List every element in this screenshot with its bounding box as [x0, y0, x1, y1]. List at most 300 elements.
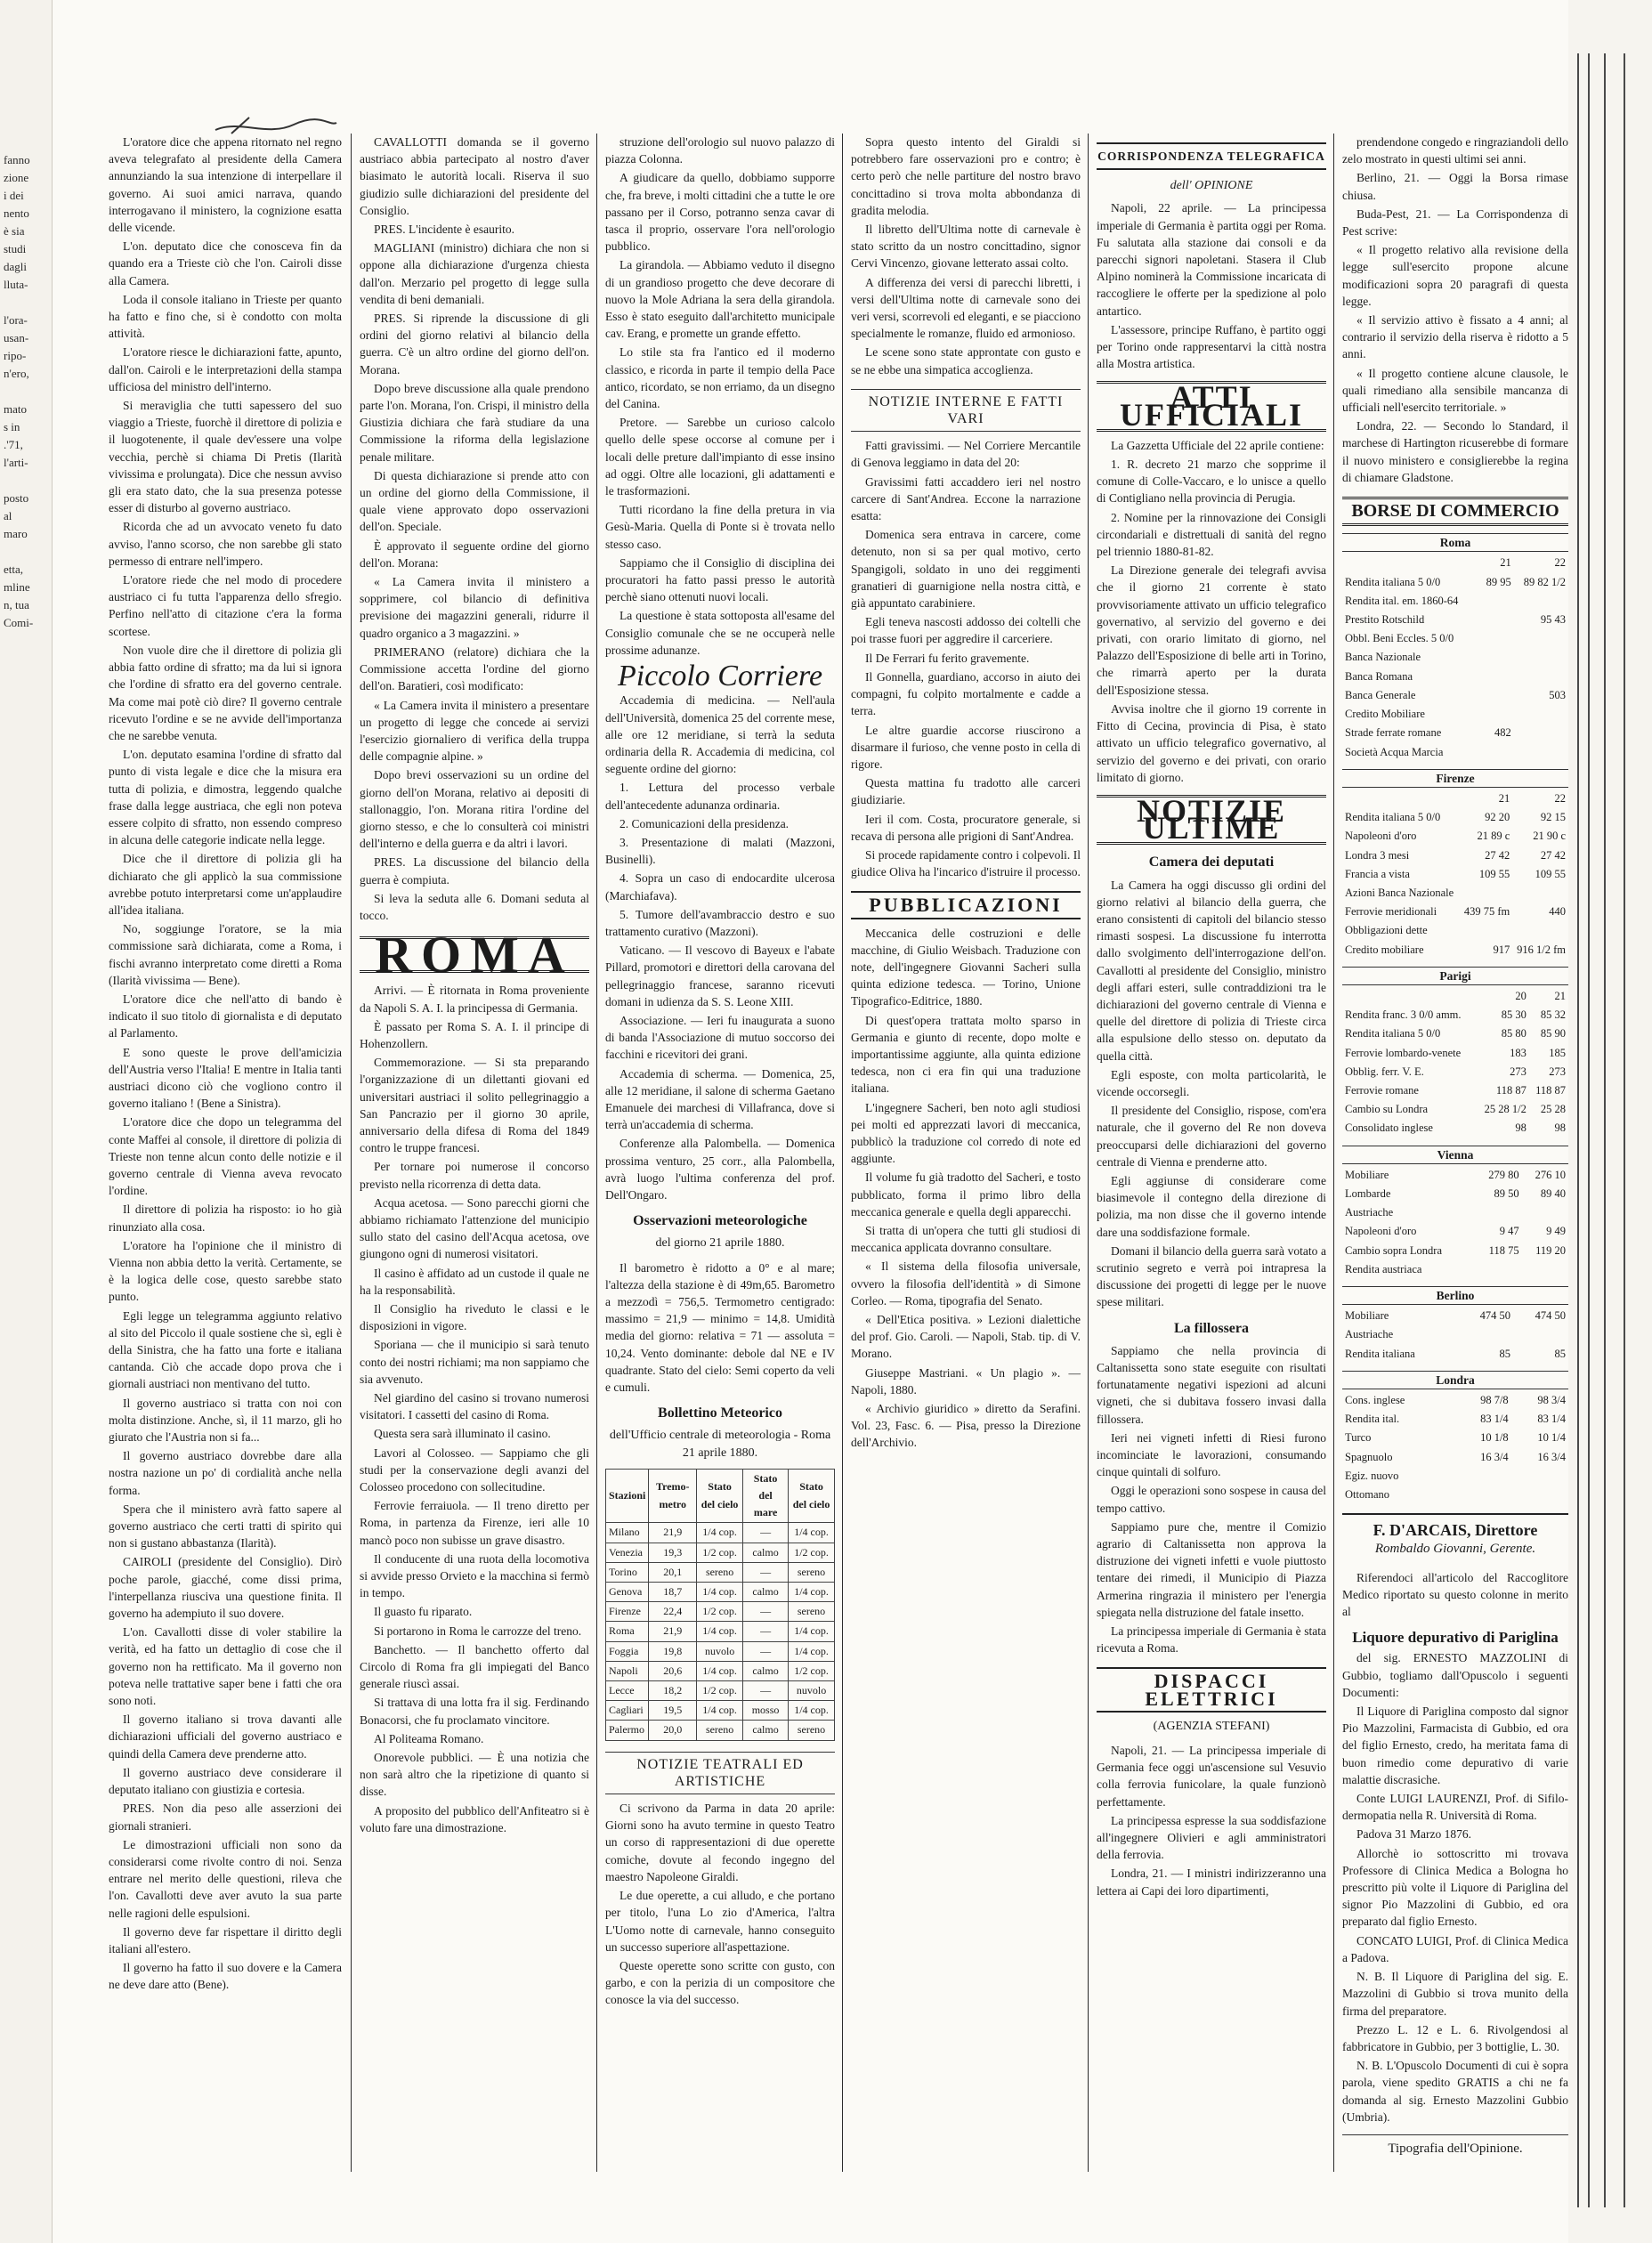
price-value	[1514, 592, 1568, 611]
price-value: 95 43	[1540, 613, 1566, 627]
advert-paragraph: Conte LUIGI LAURENZI, Prof. di Sifilo-dermopatia nella R. Università di Roma.	[1342, 1792, 1568, 1823]
market-dates-row	[1342, 987, 1568, 1006]
advert-paragraph: CONCATO LUIGI, Prof. di Clinica Medica a Padova.	[1342, 1933, 1568, 1964]
price-value: 92 15	[1540, 811, 1566, 824]
article-paragraph: Domani il bilancio della guerra sarà votato a scrutinio segreto e verrà poi intrapresa la discussione dei progetti di legge per le nuove spese militari.	[1097, 1243, 1326, 1309]
price-value	[1522, 1260, 1568, 1279]
price-value: 89 40	[1540, 1186, 1566, 1200]
security-name: Obbligazioni dette	[1345, 924, 1428, 937]
advert-paragraph: Allorchè io sottoscritto mi trovava Professore di Clinica Medica a Bologna ho prescritto più volte il Liquore di Pariglina del signor Pio Mazzolini di Gubbio, ed ora preparato dal figlio Ernesto.	[1342, 1846, 1568, 1929]
market-row	[1342, 629, 1568, 648]
table-cell: 1/4 cop.	[697, 1583, 743, 1602]
table-cell: 18,2	[649, 1681, 697, 1701]
article-paragraph: L'oratore dice che appena ritornato nel regno aveva telegrafato al presidente della Camera annunziando la sua intenzione di interpellare il governo. Ai suoi amici narrava, quando interrogavano il ministero, la cognizione esatta delle vicende.	[109, 135, 342, 235]
article-paragraph: Egli legge un telegramma aggiunto relativo al sito del Piccolo il quale sostiene che sì, egli è della Sinistra, che ha fatto una forte e italiana cantanda. Ciò che accade dopo prova che i giornali austriaci non mentivano del tutto.	[109, 1308, 342, 1391]
table-cell: 1/4 cop.	[789, 1701, 835, 1721]
table-cell: Foggia	[606, 1641, 649, 1661]
table-cell: 22,4	[649, 1602, 697, 1622]
market-row	[1342, 592, 1568, 611]
price-value: 276 10	[1535, 1168, 1566, 1181]
article-paragraph: Accademia di medicina. — Nell'aula dell'Università, domenica 25 del corrente mese, alle ore 12 meridiane, si terrà la seduta ordinaria della R. Accademia di medicina, col seguente ordine del giorno:	[605, 693, 835, 776]
weather-table	[605, 1469, 835, 1741]
table-cell: 1/4 cop.	[697, 1622, 743, 1641]
table-header: Stato del cielo	[697, 1469, 743, 1523]
price-value: 83 1/4	[1537, 1413, 1566, 1426]
table-cell: —	[743, 1523, 789, 1543]
table-cell: 1/4 cop.	[789, 1523, 835, 1543]
article-paragraph: 2. Comunicazioni della presidenza.	[620, 816, 790, 830]
section-heading-roma: ROMA	[360, 936, 589, 973]
market-row	[1342, 1203, 1568, 1222]
article-paragraph: Tutti ricordano la fine della pretura in via Gesù-Maria. Quella di Ponte si è trovata nello stesso caso.	[605, 503, 835, 551]
table-cell: calmo	[743, 1583, 789, 1602]
article-paragraph: Il governo austriaco deve considerare il deputato italiano con giustizia e cortesia.	[109, 1765, 342, 1797]
article-paragraph: PRES. Non dia peso alle asserzioni dei giornali stranieri.	[109, 1802, 342, 1833]
article-paragraph: Conferenze alla Palombella. — Domenica prossima venturo, 25 corr., alla Palombella, avrà luogo l'ultima conferenza del prof. Dell'Ongaro.	[605, 1137, 835, 1202]
article-paragraph: La Gazzetta Ufficiale del 22 aprile contiene:	[1111, 438, 1324, 452]
table-cell: Palermo	[606, 1721, 649, 1740]
price-value: 916 1/2 fm	[1517, 943, 1566, 956]
table-cell: sereno	[789, 1721, 835, 1740]
article-paragraph: Commemorazione. — Si sta preparando l'organizzazione di un dilettanti giovani ed universitari austriaci il solito pellegrinaggio a San Pancrazio per il giorno 30 aprile, anniversario della difesa di Roma del 1849 contro le truppe francesi.	[360, 1056, 589, 1155]
price-value: 21 90 c	[1533, 830, 1566, 843]
section-subheading: dell' OPINIONE	[1170, 179, 1253, 193]
article-paragraph: Il governo italiano si trova davanti alle dichiarazioni ufficiali del governo austriaco e quindi della Camera deve prenderne atto.	[109, 1713, 342, 1761]
column-5	[1097, 134, 1326, 2172]
article-paragraph: Si tratta di un'opera che tutti gli studiosi di meccanica applicata dovranno consultare.	[851, 1223, 1081, 1255]
article-paragraph: « Il progetto relativo alla revisione della legge sull'esercito propone alcune modificazioni sopra 20 paragrafi di questa legge.	[1342, 243, 1568, 308]
article-paragraph: Buda-Pest, 21. — La Corrispondenza di Pest scrive:	[1342, 206, 1568, 239]
price-value: 118 87	[1535, 1083, 1566, 1097]
market-row	[1342, 1391, 1568, 1410]
security-name: Cambio sopra Londra	[1345, 1243, 1443, 1257]
article-paragraph: L'on. deputato esamina l'ordine di sfratto dal punto di vista legale e dice che la misura era tutta di polizia, e dimostra, leggendo qualche frase dalla legge austriaca, che egli non poteva essere colpito di sfratto, non essendo compreso in alcuna delle categorie indicate nella legge.	[109, 748, 342, 847]
price-value: 10 1/8	[1480, 1431, 1509, 1445]
security-name: Azioni Banca Nazionale	[1345, 886, 1454, 899]
column-6	[1342, 134, 1568, 2172]
market-row	[1342, 846, 1568, 865]
article-paragraph: 2. Nomine per la rinnovazione dei Consigli circondariali e distrettuali di sanità del regno pel triennio 1880-81-82.	[1097, 510, 1326, 559]
price-value: 27 42	[1540, 848, 1566, 862]
price-value: 482	[1494, 726, 1511, 740]
price-value: 109 55	[1478, 867, 1510, 880]
price-value: 21 89 c	[1477, 830, 1510, 843]
security-name: Obblig. ferr. V. E.	[1345, 1065, 1424, 1078]
security-name: Ferrovie romane	[1345, 1083, 1419, 1097]
table-row	[606, 1661, 835, 1680]
price-value	[1514, 629, 1568, 648]
security-name: Banca Nazionale	[1345, 651, 1421, 664]
article-paragraph: Ferrovie ferraiuola. — Il treno diretto per Roma, in partenza da Firenze, ieri alle 10 mancò poco non subisse un grave disastro.	[360, 1499, 589, 1547]
article-paragraph: Nel giardino del casino si trovano numerosi visitatori. I cassetti del casino di Roma.	[360, 1391, 589, 1422]
price-value: 25 28 1/2	[1484, 1103, 1526, 1116]
article-paragraph: Si meraviglia che tutti sapessero del suo viaggio a Trieste, fuorchè il direttore di polizia e il luogotenente, il quale dev'essere una volpe vecchia, perchè si chiama Di Pretis (Ilarità vivissima e prolungata). Dice che nessun avviso gli era stato dato, che la sua presenza potesse esser di disturbo al governo austriaco.	[109, 399, 342, 515]
security-name: Ferrovie lombardo-venete	[1345, 1046, 1462, 1059]
table-cell: 1/2 cop.	[697, 1543, 743, 1562]
price-value: 98 7/8	[1480, 1394, 1509, 1406]
security-name: Rendita italiana 5 0/0	[1345, 811, 1441, 824]
article-paragraph: Si procede rapidamente contro i colpevoli. Il giudice Oliva ha l'incarico d'istruire il processo.	[851, 847, 1081, 879]
article-paragraph: Loda il console italiano in Trieste per quanto ha fatto e fino che, si è condotto con molta attività.	[109, 292, 342, 341]
market-row	[1342, 1044, 1568, 1063]
table-cell: Firenze	[606, 1602, 649, 1622]
price-value	[1514, 743, 1568, 762]
article-paragraph: Dopo breve discussione alla quale prendono parte l'on. Morana, l'on. Crispi, il ministro della Giustizia dichiara che farà studiare da una Commissione la riforma della legislazione penale militare.	[360, 381, 589, 464]
article-paragraph: 4. Sopra un caso di endocardite ulcerosa (Marchiafava).	[605, 871, 835, 903]
advert-paragraph: Il Liquore di Pariglina composto dal signor Pio Mazzolini, Farmacista di Gubbio, ed ora del figlio Ernesto, credo, ha meritata fama di buon rimedio come depurativo di varie malattie discrasiche.	[1342, 1705, 1568, 1786]
article-paragraph: Napoli, 22 aprile. — La principessa imperiale di Germania è partita oggi per Roma. Fu salutata alla stazione dai consoli e da parecchi signori napoletani. Stasera il Club Alpino nominerà la Commissione incaricata di raccogliere le offerte per la spedizione al polo antartico.	[1097, 201, 1326, 318]
price-value: 85 80	[1501, 1027, 1526, 1041]
article-paragraph: L'on. deputato dice che conosceva fin da quando era a Trieste ciò che l'on. Cairoli disse alla Camera.	[109, 239, 342, 287]
article-paragraph: Meccanica delle costruzioni e delle macchine, di Giulio Weisbach. Traduzione con note, dell'ingegnere Giovanni Sacheri sulla quinta edizione tedesca. — Torino, Unione Tipografico-Editrice, 1880.	[851, 926, 1081, 1008]
article-paragraph: Il presidente del Consiglio, rispose, com'era naturale, che il governo del Re non doveva preoccuparsi delle dichiarazioni del governo centrale di Vienna e prenderne atto.	[1097, 1104, 1326, 1169]
article-paragraph: Questa mattina fu tradotto alle carceri giudiziarie.	[851, 776, 1081, 807]
table-cell: —	[743, 1641, 789, 1661]
table-cell: 20,1	[649, 1562, 697, 1582]
column-4	[851, 134, 1081, 2172]
table-cell: 1/4 cop.	[789, 1583, 835, 1602]
table-cell: Genova	[606, 1583, 649, 1602]
table-cell: 1/2 cop.	[789, 1661, 835, 1680]
weather-table-body	[606, 1523, 835, 1740]
security-name: Rendita ital.	[1345, 1413, 1400, 1426]
section-heading-fillossera: La fillossera	[1174, 1320, 1249, 1336]
market-table-londra	[1342, 1391, 1568, 1504]
table-cell: 19,8	[649, 1641, 697, 1661]
market-row	[1342, 686, 1568, 705]
market-rows	[1342, 808, 1568, 960]
security-name: Spagnuolo	[1345, 1450, 1393, 1463]
section-heading-notizie-interne: NOTIZIE INTERNE E FATTI VARI	[851, 389, 1081, 432]
article-paragraph: Ieri nei vigneti infetti di Riesi furono incominciate le lavorazioni, consumando cinque quintali di solfuro.	[1097, 1430, 1326, 1479]
price-value: 16 3/4	[1537, 1450, 1566, 1463]
market-row	[1342, 1410, 1568, 1429]
article-paragraph: Banchetto. — Il banchetto offerto dal Circolo di Roma fra gli impiegati del Banco generale riuscì assai.	[360, 1642, 589, 1691]
article-paragraph: « Archivio giuridico » diretto da Serafini. Vol. 23, Fasc. 6. — Pisa, presso la Direzione dell'Archivio.	[851, 1402, 1081, 1450]
left-page-edge	[0, 0, 53, 2243]
article-paragraph: Le altre guardie accorse riuscirono a disarmare il furioso, che venne posto in cella di rigore.	[851, 723, 1081, 771]
price-value	[1478, 611, 1513, 629]
article-paragraph: PRIMERANO (relatore) dichiara che la Commissione accetta l'ordine del giorno dell'on. Baratieri, così modificato:	[360, 644, 589, 693]
table-row	[606, 1701, 835, 1721]
market-row	[1342, 611, 1568, 629]
table-row	[606, 1562, 835, 1582]
market-rows	[1342, 1391, 1568, 1504]
table-cell: sereno	[697, 1721, 743, 1740]
article-paragraph: « La Camera invita il ministero a presentare un progetto di legge che concede ai servizi l'esercizio giornaliero di verifica della truppa delle compagnie alpine. »	[360, 698, 589, 764]
price-value	[1458, 1325, 1513, 1344]
article-paragraph: Egli aggiunse di considerare come biasimevole il contegno della direzione di polizia, ma non disse che il governo intende dare una soddisfazione formale.	[1097, 1173, 1326, 1239]
article-paragraph: Lavori al Colosseo. — Sappiamo che gli studi per la conservazione degli avanzi del Colosseo procedono con sollecitudine.	[360, 1445, 589, 1494]
price-value	[1475, 1260, 1521, 1279]
advert-heading: Liquore depurativo di Pariglina	[1352, 1629, 1559, 1647]
table-row	[606, 1543, 835, 1562]
article-paragraph: L'oratore riesce le dichiarazioni fatte, apunto, dall'on. Cairoli e le interpretazioni della stampa ufficiosa del ministro dell'interno.	[109, 345, 342, 393]
price-value: 439 75 fm	[1463, 905, 1510, 919]
price-value	[1522, 1203, 1568, 1222]
security-name: Rendita franc. 3 0/0 amm.	[1345, 1008, 1462, 1022]
article-paragraph: Avvisa inoltre che il giorno 19 corrente in Fitto di Cecina, provincia di Pisa, è stato attivato un ufficio telegrafico governativo, al servizio del governo e dei privati, con orario limitato di giorno.	[1097, 701, 1326, 784]
price-value	[1460, 921, 1512, 940]
price-value	[1478, 629, 1513, 648]
price-value: 273	[1510, 1065, 1526, 1078]
security-name: Rendita italiana 5 0/0	[1345, 1027, 1441, 1041]
gerente-signature: Rombaldo Giovanni, Gerente.	[1374, 1542, 1536, 1557]
article-paragraph: Il conducente di una ruota della locomotiva si avvide presso Orvieto e la macchina si fermò in tempo.	[360, 1551, 589, 1600]
price-value: 119 20	[1535, 1243, 1566, 1257]
table-cell: 20,0	[649, 1721, 697, 1740]
section-heading-bollettino: Bollettino Meteorico	[658, 1405, 782, 1421]
table-cell: calmo	[743, 1661, 789, 1680]
article-paragraph: Si leva la seduta alle 6. Domani seduta al tocco.	[360, 891, 589, 922]
article-paragraph: Dopo brevi osservazioni su un ordine del giorno dell'on Morana, relativo ai depositi di stallonaggio, l'on. Morana ritira l'ordine del giorno stesso, e che lo consulterà coi ministri dell'interno e della guerra e da altri i lavori.	[360, 768, 589, 851]
table-row	[606, 1681, 835, 1701]
market-row	[1342, 724, 1568, 742]
table-cell: —	[743, 1562, 789, 1582]
security-name: Londra 3 mesi	[1345, 848, 1410, 862]
article-paragraph: MAGLIANI (ministro) dichiara che non si oppone alla dichiarazione d'urgenza chiesta dall'on. Merzario pel progetto di legge sulla vendita di beni demaniali.	[360, 241, 589, 306]
section-heading-piccolo-corriere: Piccolo Corriere	[617, 660, 823, 693]
printer-credit: Tipografia dell'Opinione.	[1342, 2134, 1568, 2158]
article-paragraph: La principessa espresse la sua soddisfazione all'ingegnere Olivieri e agli amministratori della ferrovia.	[1097, 1813, 1326, 1862]
article-paragraph: Egli esposte, con molta particolarità, le vicende occorsegli.	[1097, 1067, 1326, 1098]
table-cell: 1/2 cop.	[697, 1602, 743, 1622]
market-row	[1342, 1345, 1568, 1364]
market-row	[1342, 1063, 1568, 1081]
article-paragraph: Il casino è affidato ad un custode il quale ne ha la responsabilità.	[360, 1266, 589, 1297]
article-paragraph: La Direzione generale dei telegrafi avvisa che il giorno 21 corrente è stato provvisoriamente attivato un ufficio telegrafico governativo, al servizio del governo e dei privati, con orario limitato di giorno, nel Palazzo dell'Esposizione di belle arti in Torino, che rimarrà aperto per la durata dell'Esposizione stessa.	[1097, 563, 1326, 697]
market-row	[1342, 1222, 1568, 1241]
section-heading-corrispondenza: CORRISPONDENZA TELEGRAFICA	[1097, 142, 1326, 170]
table-cell: 20,6	[649, 1661, 697, 1680]
market-heading-vienna: Vienna	[1342, 1146, 1568, 1164]
table-cell: sereno	[789, 1562, 835, 1582]
article-paragraph: PRES. L'incidente è esaurito.	[374, 223, 515, 237]
market-row	[1342, 941, 1568, 960]
table-cell: Milano	[606, 1523, 649, 1543]
edge-line	[1604, 53, 1606, 2207]
article-paragraph: Sappiamo che il Consiglio di disciplina dei procuratori ha fatto passi presso le autorità perchè siano ottenuti nuovi locali.	[605, 555, 835, 604]
article-paragraph: È approvato il seguente ordine del giorno dell'on. Morana:	[360, 538, 589, 570]
market-row	[1342, 903, 1568, 921]
market-rows	[1342, 1307, 1568, 1364]
advert-paragraph: N. B. Il Liquore di Pariglina del sig. E. Mazzolini di Gubbio si trova munito della firma del preparatore.	[1342, 1970, 1568, 2018]
article-paragraph: La principessa imperiale di Germania è stata ricevuta a Roma.	[1097, 1624, 1326, 1656]
table-row	[606, 1583, 835, 1602]
article-paragraph: prendendone congedo e ringraziandoli dello zelo mostrato in questi ultimi sei anni.	[1342, 135, 1568, 166]
price-value: 503	[1549, 688, 1566, 701]
newspaper-page	[109, 134, 1568, 2181]
table-cell: Roma	[606, 1622, 649, 1641]
article-paragraph: Il governo austriaco dovrebbe dare alla nostra nazione un po' di cordialità anche nella forma.	[109, 1449, 342, 1497]
article-paragraph: PRES. La discussione del bilancio della guerra è compiuta.	[360, 855, 589, 887]
article-paragraph: La Camera ha oggi discusso gli ordini del giorno relativi al bilancio della guerra, che erano consistenti di capitoli del bilancio stesso rimasti sospesi. La discussione fu interrotta dallo svolgimento dell'interrogazione dell'on. Cavallotti al presidente del Consiglio, ministro degli affari esteri, sulle contraddizioni tra le dichiarazioni del governo centrale di Vienna e quelle del direttore di polizia di Trieste circa alla espulsione dello stesso on. deputato da quella città.	[1097, 878, 1326, 1063]
price-value: 279 80	[1488, 1168, 1519, 1181]
market-row	[1342, 1448, 1568, 1467]
market-dates-row	[1342, 554, 1568, 572]
market-row	[1342, 1185, 1568, 1203]
table-cell: Venezia	[606, 1543, 649, 1562]
security-name: Austriache	[1345, 1328, 1394, 1341]
column-rule	[1088, 134, 1089, 2172]
edge-line	[1577, 53, 1579, 2207]
table-cell: 19,5	[649, 1701, 697, 1721]
price-value	[1478, 705, 1513, 724]
price-value: 85 30	[1501, 1008, 1526, 1022]
article-paragraph: Ci scrivono da Parma in data 20 aprile: Giorni sono ha avuto termine in questo Teatro un corso di rappresentazioni di due operette comiche, dovute al fecondo ingegno del maestro Napoleone Giraldi.	[605, 1802, 835, 1883]
table-cell: 21,9	[649, 1523, 697, 1543]
price-value	[1478, 648, 1513, 667]
market-row	[1342, 1260, 1568, 1279]
market-row	[1342, 648, 1568, 667]
article-paragraph: La girandola. — Abbiamo veduto il disegno di un grandioso progetto che deve decorare di nuovo la Mole Adriana la sera della girandola. Esso è stato eseguito dall'architetto municipale cav. Erang, e promette un grande effetto.	[605, 258, 835, 341]
price-value: 183	[1510, 1046, 1526, 1059]
security-name: Rendita italiana	[1345, 1347, 1415, 1360]
article-paragraph: L'oratore dice che dopo un telegramma del conte Maffei al console, il direttore di polizia di Trieste non tenne alcun conto delle notizie e il governo centrale di Vienna aveva revocato l'ordine.	[109, 1115, 342, 1198]
price-value: 89 82 1/2	[1523, 575, 1566, 588]
price-value: 16 3/4	[1480, 1450, 1509, 1463]
article-paragraph: Queste operette sono scritte con gusto, con garbo, e con la perizia di un compositore che conosce la via del successo.	[605, 1958, 835, 2007]
edge-line	[1588, 53, 1590, 2207]
price-value: 917	[1493, 943, 1510, 956]
security-name: Napoleoni d'oro	[1345, 1225, 1417, 1238]
table-cell: calmo	[743, 1543, 789, 1562]
article-paragraph: Gravissimi fatti accaddero ieri nel nostro carcere di Sant'Andrea. Eccone la narrazione esatta:	[851, 474, 1081, 523]
table-header-row	[606, 1469, 835, 1523]
security-name: Credito Mobiliare	[1345, 708, 1425, 721]
article-paragraph: Londra, 21. — I ministri indirizzeranno una lettera ai Capi dei loro dipartimenti,	[1097, 1866, 1326, 1898]
article-paragraph: Le due operette, a cui alludo, e che portano per titolo, l'una Lo zio d'America, l'altra L'Uomo notte di carnevale, hanno conseguito un successo superiore all'aspettazione.	[605, 1889, 835, 1954]
column-rule	[1333, 134, 1334, 2172]
price-value: 185	[1549, 1046, 1566, 1059]
article-paragraph: Di quest'opera trattata molto sparso in Germania e giunto di recente, dopo molte e importantissime aggiunte, alla quinta edizione tedesca, non ci era fin qui una traduzione italiana.	[851, 1013, 1081, 1096]
price-value	[1511, 1467, 1568, 1486]
article-paragraph: Il guasto fu riparato.	[374, 1605, 473, 1619]
security-name: Ottomano	[1345, 1488, 1389, 1502]
article-paragraph: Si portarono in Roma le carrozze del treno.	[374, 1624, 582, 1638]
article-paragraph: Il governo deve far rispettare il diritto degli italiani all'estero.	[109, 1924, 342, 1956]
price-value: 118 87	[1495, 1083, 1526, 1097]
article-paragraph: Napoli, 21. — La principessa imperiale di Germania fece oggi un'ascensione sul Vesuvio colla ferrovia funicolare, la quale funzionò perfettamente.	[1097, 1744, 1326, 1809]
section-subheading: (AGENZIA STEFANI)	[1153, 1719, 1270, 1733]
section-subheading: dell'Ufficio centrale di meteorologia - Roma 21 aprile 1880.	[609, 1429, 831, 1460]
market-row	[1342, 884, 1568, 903]
article-paragraph: La questione è stata sottoposta all'esame del Consiglio comunale che se ne occuperà nelle prossime adunanze.	[605, 609, 835, 657]
article-paragraph: Sappiamo pure che, mentre il Comizio agrario di Caltanissetta non approva la distruzione dei vigneti infetti e vuole piuttosto tentare dei rimedi, il Municipio di Piazza Armerina ringrazia il ministero per l'energia spiegata nella distruzione del fatale insetto.	[1097, 1519, 1326, 1619]
article-paragraph: CAVALLOTTI domanda se il governo austriaco abbia partecipato al nostro d'aver biasimato le autorità locali. Riserva il suo giudizio sulle dichiarazioni del presidente del Consiglio.	[360, 135, 589, 217]
market-date: 21	[1554, 989, 1566, 1002]
market-date: 21	[1498, 791, 1510, 805]
price-value: 474 50	[1479, 1309, 1511, 1323]
price-value	[1454, 1467, 1510, 1486]
market-table-roma	[1342, 554, 1568, 761]
security-name: Mobiliare	[1345, 1309, 1389, 1323]
article-paragraph: PRES. Si riprende la discussione di gli ordini del giorno relativi al bilancio della guerra. C'è un altro ordine del giorno dell'on. Morana.	[360, 312, 589, 377]
price-value	[1512, 921, 1568, 940]
price-value: 10 1/4	[1537, 1431, 1566, 1445]
article-paragraph: L'on. Cavallotti disse di voler stabilire la verità, ed ha fatto un dettaglio di cose che il governo non ha rettificato. Ma il governo non poteva nelle trattative saper bene i fatti che ora sono noti.	[109, 1625, 342, 1708]
article-paragraph: Il Gonnella, guardiano, accorso in aiuto dei compagni, fu colpito mortalmente e cadde a terra.	[851, 669, 1081, 718]
article-paragraph: « Il sistema della filosofia universale, ovvero la filosofia dell'identità » di Simone Corleo. — Roma, tipografia del Senato.	[851, 1259, 1081, 1308]
section-heading-pubblicazioni: PUBBLICAZIONI	[851, 891, 1081, 919]
article-paragraph: Ricorda che ad un avvocato veneto fu dato avviso, l'anno scorso, che non sarebbe gli stato permesso di entrare nell'impero.	[109, 520, 342, 568]
table-cell: 1/4 cop.	[697, 1701, 743, 1721]
article-paragraph: Accademia di scherma. — Domenica, 25, alle 12 meridiane, il salone di scherma Gaetano Emanuele dei marchesi di Villafranca, dove si terrà un'accademia di scherma.	[605, 1066, 835, 1132]
market-heading-parigi: Parigi	[1342, 967, 1568, 985]
market-row	[1342, 668, 1568, 686]
price-value	[1514, 668, 1568, 686]
article-paragraph: Il libretto dell'Ultima notte di carnevale è stato scritto da un nostro concittadino, signor Cervi Vincenzo, giovane letterato assai colto.	[851, 223, 1081, 271]
price-value: 118 75	[1488, 1243, 1519, 1257]
section-heading-observations: Osservazioni meteorologiche	[633, 1213, 807, 1229]
market-row	[1342, 1429, 1568, 1447]
market-table-parigi	[1342, 987, 1568, 1138]
price-value: 109 55	[1535, 867, 1566, 880]
market-heading-berlino: Berlino	[1342, 1286, 1568, 1305]
article-paragraph: Oggi le operazioni sono sospese in causa del tempo cattivo.	[1097, 1484, 1326, 1515]
price-value	[1454, 1486, 1510, 1504]
article-paragraph: 1. R. decreto 21 marzo che sopprime il comune di Colle-Vaccaro, e lo unisce a quello di Contigliano nella provincia di Perugia.	[1097, 458, 1326, 506]
article-paragraph: A giudicare da quello, dobbiamo supporre che, fra breve, i molti cittadini che a tutte le ore passano per il Corso, potranno senza cavar di tasca il proprio, osservare l'ora nell'orologio pubblico.	[605, 171, 835, 254]
table-row	[606, 1622, 835, 1641]
article-paragraph: « Il servizio attivo è fissato a 4 anni; al contrario il servizio della riserva è ridotto a 5 anni.	[1342, 313, 1568, 361]
security-name: Credito mobiliare	[1345, 943, 1424, 956]
table-cell: mosso	[743, 1701, 789, 1721]
price-value	[1514, 705, 1568, 724]
article-paragraph: 5. Tumore dell'avambraccio destro e suo trattamento curativo (Mazzoni).	[605, 907, 835, 938]
article-paragraph: Le scene sono state approntate con gusto e se ne ebbe una simpatica accoglienza.	[851, 345, 1081, 377]
market-table-berlino	[1342, 1307, 1568, 1364]
security-name: Mobiliare	[1345, 1168, 1389, 1181]
security-name: Napoleoni d'oro	[1345, 830, 1417, 843]
price-value: 85 32	[1540, 1008, 1566, 1022]
section-subheading: del giorno 21 aprile 1880.	[655, 1236, 785, 1251]
price-value: 83 1/4	[1480, 1413, 1509, 1426]
market-row	[1342, 1325, 1568, 1344]
market-row	[1342, 1100, 1568, 1119]
article-paragraph: « La Camera invita il ministero a sopprimere, col bilancio di definitiva previsione dei magazzini generali, ridurre il quadro organico a 3 magazzini. »	[360, 575, 589, 640]
section-heading-notizie-ultime: NOTIZIE ULTIME	[1097, 795, 1326, 845]
article-paragraph: Sappiamo che nella provincia di Caltanissetta sono state eseguite con risultati fortunatamente negativi ispezioni ad alcuni vigneti, che si dubitava fossero invasi dalla fillossera.	[1097, 1343, 1326, 1426]
table-header: Stato del cielo	[789, 1469, 835, 1523]
article-paragraph: Al Politeama Romano.	[374, 1731, 484, 1745]
article-paragraph: Questa sera sarà illuminato il casino.	[374, 1427, 551, 1441]
article-paragraph: L'oratore riede che nel modo di procedere austriaco ci fu tutta l'apparenza dello sfregio. Perfino nell'atto di citazione c'era la forma scortese.	[109, 573, 342, 638]
article-paragraph: Associazione. — Ieri fu inaugurata a suono di banda l'Associazione di mutuo soccorso dei facchini e ricevitori dei grani.	[605, 1013, 835, 1062]
security-name: Banca Romana	[1345, 669, 1413, 683]
advert-paragraph: Prezzo L. 12 e L. 6. Rivolgendosi al fabbricatore in Gubbio, per 3 bottiglie, L. 30.	[1342, 2022, 1568, 2053]
price-value	[1512, 884, 1568, 903]
article-paragraph: No, soggiunge l'oratore, se la mia commissione sarà dichiarata, come a Roma, i fischi avranno interpretato come diretti a Roma (Ilarità vivissima — Bene).	[109, 922, 342, 987]
market-row	[1342, 1081, 1568, 1100]
price-value: 89 95	[1486, 575, 1511, 588]
price-value: 25 28	[1540, 1103, 1566, 1116]
table-row	[606, 1523, 835, 1543]
market-row	[1342, 1486, 1568, 1504]
market-row	[1342, 1119, 1568, 1138]
column-1	[109, 134, 342, 2172]
table-row	[606, 1602, 835, 1622]
left-edge-text: fanno zione i dei nento è sia studi dagli lluta- l'ora- usan- ripo- n'ero, mato s in .'71, l'arti- posto al maro etta, mline n, tua Comi-	[4, 153, 34, 629]
price-value: 474 50	[1535, 1309, 1566, 1323]
market-date: 22	[1554, 791, 1566, 805]
security-name: Turco	[1345, 1431, 1372, 1445]
column-3	[605, 134, 835, 2172]
market-row	[1342, 1242, 1568, 1260]
price-value	[1478, 743, 1513, 762]
article-paragraph: struzione dell'orologio sul nuovo palazzo di piazza Colonna.	[605, 135, 835, 166]
advert-paragraph: del sig. ERNESTO MAZZOLINI di Gubbio, togliamo dall'Opuscolo i seguenti Documenti:	[1342, 1651, 1568, 1699]
